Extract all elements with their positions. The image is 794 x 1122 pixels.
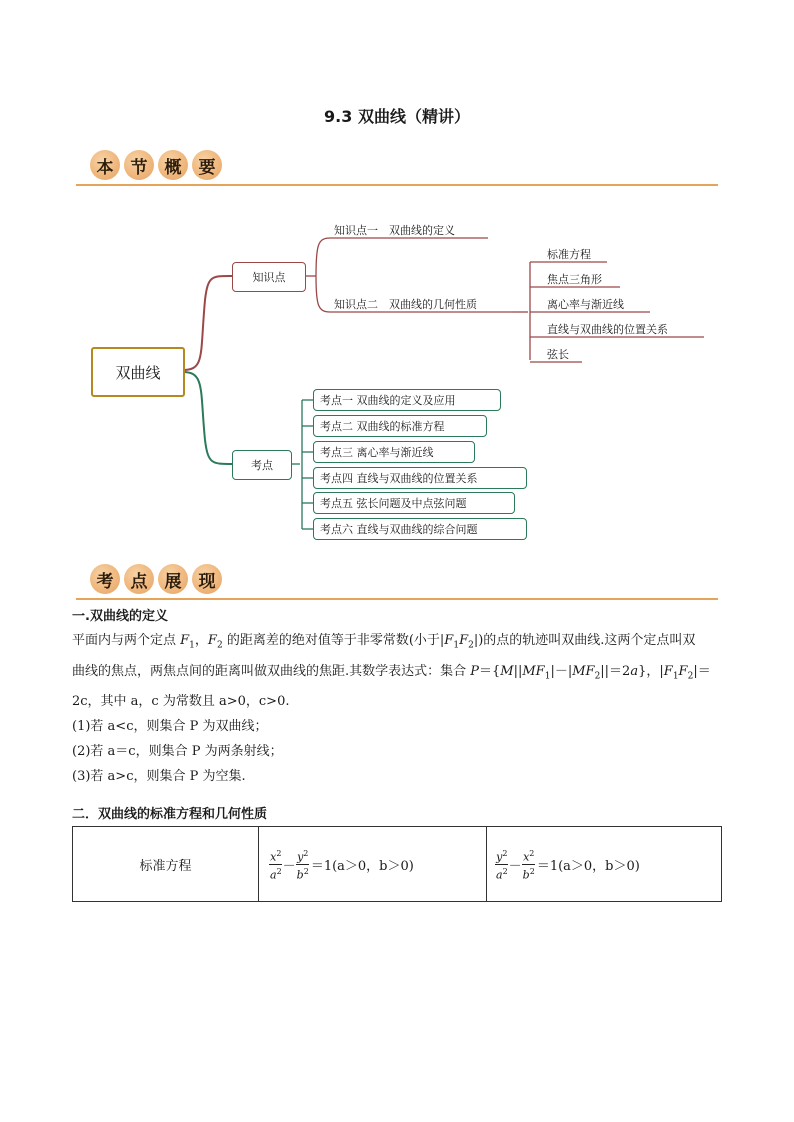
table-cell-eq-y: $\frac{y^2}{a^2}$ － $\frac{x^2}{b^2}$ ＝1(a＞0，b＞0) — [496, 848, 640, 882]
exam-item: 考点一 双曲线的定义及应用 — [313, 389, 501, 411]
banner-char: 节 — [124, 150, 154, 180]
banner-char: 展 — [158, 564, 188, 594]
banner-char: 现 — [192, 564, 222, 594]
banner-char: 概 — [158, 150, 188, 180]
banner-rule — [76, 598, 718, 600]
mindmap-knowledge-node: 知识点 — [232, 262, 306, 292]
case-2: (2)若 a＝c，则集合 P 为两条射线； — [72, 744, 283, 760]
knowledge-subitem: 离心率与渐近线 — [547, 298, 624, 311]
table-cell-eq-x: $\frac{x^2}{a^2}$ － $\frac{y^2}{b^2}$ ＝1(a＞0，b＞0) — [259, 827, 487, 901]
exam-item: 考点五 弦长问题及中点弦问题 — [313, 492, 515, 514]
section-heading-definition: 一.双曲线的定义 — [72, 609, 168, 624]
page-title: 9.3 双曲线（精讲） — [324, 107, 470, 126]
banner-char: 要 — [192, 150, 222, 180]
connector-root-knowledge — [183, 276, 232, 370]
properties-table — [72, 826, 722, 902]
banner-char: 点 — [124, 564, 154, 594]
banner-char: 本 — [90, 150, 120, 180]
section-banner-exam-points — [76, 564, 718, 604]
banner-char: 考 — [90, 564, 120, 594]
knowledge-subitem: 焦点三角形 — [547, 273, 602, 286]
knowledge-item-2: 知识点二 双曲线的几何性质 — [334, 298, 477, 311]
knowledge-item-1: 知识点一 双曲线的定义 — [334, 224, 455, 237]
exam-item: 考点二 双曲线的标准方程 — [313, 415, 487, 437]
knowledge-subitem: 弦长 — [547, 348, 569, 361]
exam-item: 考点三 离心率与渐近线 — [313, 441, 475, 463]
exam-item: 考点六 直线与双曲线的综合问题 — [313, 518, 527, 540]
case-3: (3)若 a>c，则集合 P 为空集. — [72, 769, 246, 785]
mindmap-exam-node: 考点 — [232, 450, 292, 480]
knowledge-subitem: 标准方程 — [547, 248, 591, 261]
section-heading-properties: 二．双曲线的标准方程和几何性质 — [72, 807, 268, 822]
connector-root-exam — [183, 372, 232, 464]
mindmap-root: 双曲线 — [91, 347, 185, 397]
knowledge-subitem: 直线与双曲线的位置关系 — [547, 323, 668, 336]
exam-item: 考点四 直线与双曲线的位置关系 — [313, 467, 527, 489]
case-1: (1)若 a<c，则集合 P 为双曲线； — [72, 719, 268, 735]
table-row-label: 标准方程 — [73, 827, 259, 901]
connector-knowledge-1 — [316, 238, 488, 276]
definition-paragraph: 平面内与两个定点 $F_1$，$F_2$ 的距离差的绝对值等于非零常数(小于$|F_1F_2|$)的点的轨迹叫双曲线.这两个定点叫双 曲线的焦点，两焦点间的距离叫做双曲线的焦距.其数学表达式：集合 $P=\{M||MF_1|-|MF_2||=2a\}$，$|F_1F_2|=$ 2c，其中 a，c 为常数且 a>0，c>0. (1)若 a<c，则集合 P 为双曲线； (2)若 a＝c，则集合 P 为两条射线； (3)若 a>c，则集合 P 为空集. — [72, 628, 724, 789]
